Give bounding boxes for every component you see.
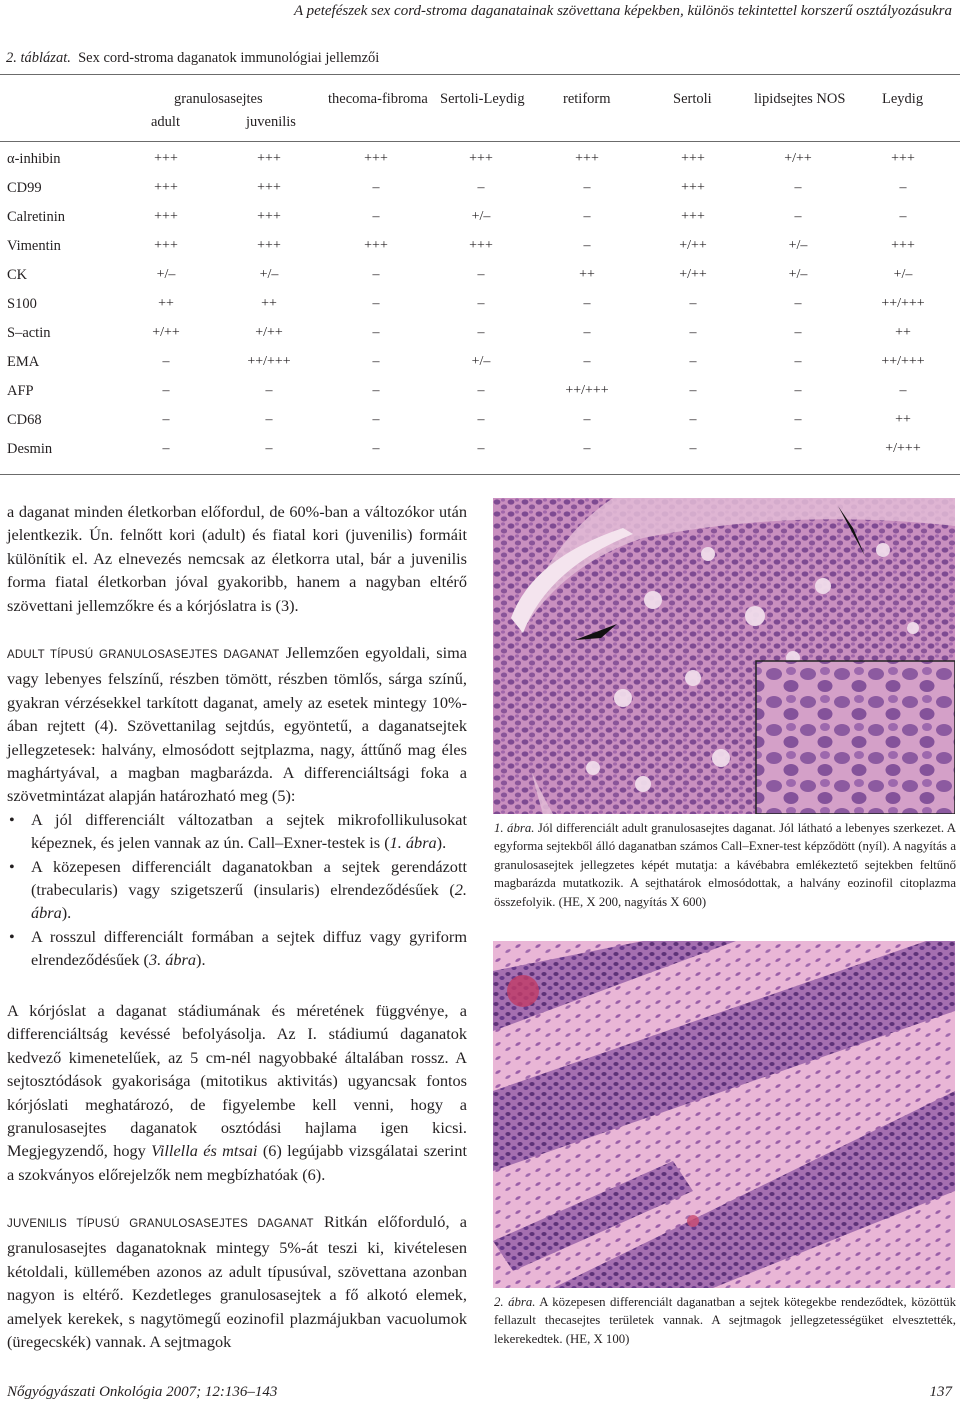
table-cell: +/– <box>259 267 279 282</box>
table-cell: – <box>162 383 170 398</box>
table-cell: – <box>265 441 273 456</box>
table-cell: +++ <box>257 238 281 253</box>
table-cell: +++ <box>154 180 178 195</box>
table-cell: +++ <box>364 238 388 253</box>
table-cell: +++ <box>891 151 915 166</box>
figure1-micrograph <box>493 498 955 814</box>
table-cell: – <box>689 354 697 369</box>
table-cell: – <box>689 296 697 311</box>
table-cell: – <box>162 412 170 427</box>
table-cell: – <box>265 412 273 427</box>
table-cell: +++ <box>469 238 493 253</box>
table-cell: – <box>689 412 697 427</box>
table-caption <box>6 50 379 67</box>
table-cell: – <box>372 383 380 398</box>
table-cell: – <box>583 209 591 224</box>
row-label: CD68 <box>7 412 42 428</box>
table-cell: +++ <box>681 209 705 224</box>
table-cell: – <box>162 354 170 369</box>
figure2-caption <box>494 1293 956 1348</box>
table-cell: – <box>265 383 273 398</box>
juvenile-section <box>7 1210 467 1353</box>
table-cell: +++ <box>257 151 281 166</box>
prognosis-authors: Villella és mtsai <box>151 1141 258 1161</box>
prognosis-paragraph <box>7 999 467 1186</box>
table-cell: +++ <box>575 151 599 166</box>
list-item-end: ). <box>61 903 72 923</box>
table-cell: – <box>477 441 485 456</box>
table-cell: +/– <box>471 354 491 369</box>
table-cell: +/– <box>788 238 808 253</box>
table-cell: – <box>372 354 380 369</box>
table-cell: +/+++ <box>885 441 921 456</box>
table-cell: +/++ <box>679 267 707 282</box>
juvenile-text: Ritkán előforduló, a granulosasejtes daganatoknak mintegy 5%-át teszi ki, kivételesen kétoldali, küllemében azonos az adult típusúval, szövettana azonban nagyon is eltérő. Kezdetleges granulosasejtek a fő alkotó elemek, amelyek kerekek, s nagytömegű eozinofil plazmájukban vacuolumok (üregecskék) vannak. A sejtmagok <box>7 1212 467 1352</box>
list-item <box>7 855 467 925</box>
table-number: 2. táblázat. <box>6 50 71 66</box>
table-cell: – <box>689 383 697 398</box>
table-cell: +++ <box>154 209 178 224</box>
juvenile-heading: JUVENILIS TÍPUSÚ GRANULOSASEJTES DAGANAT <box>7 1218 314 1230</box>
table-cell: – <box>794 325 802 340</box>
table-bottom-rule <box>0 474 960 475</box>
differentiation-list <box>7 808 467 972</box>
figure2-image <box>493 941 955 1288</box>
list-item-text: A közepesen differenciált daganatokban a sejtek gerendázott (trabecularis) vagy szigetszerű (insularis) elrendeződésűek ( <box>31 856 467 900</box>
table-cell: +/++ <box>152 325 180 340</box>
table-cell: – <box>477 412 485 427</box>
header-retiform: retiform <box>563 91 611 107</box>
table-cell: – <box>794 209 802 224</box>
header-leydig: Leydig <box>882 91 924 107</box>
figure2-text: A közepesen differenciált daganatban a sejtek kötegekbe rendeződtek, közöttük fellazult thecasejtes területek vannak. A sejtmagok jellegzetességüket elvesztették, lekerekedtek. (HE, X 100) <box>494 1295 957 1346</box>
running-head: A petefészek sex cord-stroma daganatainak szövettana képekben, különös tekintettel korszerű osztályozásukra <box>293 3 952 19</box>
table-cell: – <box>583 354 591 369</box>
adult-paragraph <box>7 641 467 808</box>
table-cell: – <box>583 238 591 253</box>
adult-heading: ADULT TÍPUSÚ GRANULOSASEJTES DAGANAT <box>7 649 280 661</box>
list-item-end: ). <box>436 833 447 853</box>
table-cell: ++/+++ <box>247 354 291 369</box>
figure-ref: 2. ábra <box>31 880 467 923</box>
table-cell: +++ <box>681 180 705 195</box>
row-label: EMA <box>7 354 40 370</box>
table-cell: – <box>372 296 380 311</box>
table-cell: – <box>689 441 697 456</box>
table-cell: ++ <box>579 267 595 282</box>
row-label: S–actin <box>7 325 51 341</box>
table-cell: ++/+++ <box>565 383 609 398</box>
table-cell: +++ <box>154 151 178 166</box>
table-cell: ++ <box>895 325 911 340</box>
list-item <box>7 925 467 972</box>
table-cell: +/++ <box>255 325 283 340</box>
row-label: Desmin <box>7 441 53 457</box>
table-title: Sex cord-stroma daganatok immunológiai jellemzői <box>78 50 380 66</box>
table-cell: +++ <box>154 238 178 253</box>
table-cell: – <box>794 441 802 456</box>
figure2-label: 2. ábra. <box>494 1295 536 1309</box>
table-cell: – <box>477 325 485 340</box>
intro-paragraph: a daganat minden életkorban előfordul, de 60%-ban a változókor után jelentkezik. Ún. felnőtt kori (adult) és fiatal kori (juvenilis) formáit különítik el. Az elnevezés nemcsak az életkorra utal, bár a juvenilis forma fiatal életkorban jóval gyakoribb, hanem a nagyban eltérő szövettani jellemzőkre és a kórjóslatra is (3). <box>7 502 467 615</box>
table-cell: – <box>372 325 380 340</box>
journal-citation: Nőgyógyászati Onkológia 2007; 12:136–143 <box>7 1384 278 1400</box>
table-header-rule <box>0 141 960 142</box>
list-item-text: A jól differenciált változatban a sejtek mikrofollikulusokat képeznek, és jelen vannak az ún. Call–Exner-testek is ( <box>31 809 467 853</box>
subheader-adult: adult <box>151 114 180 130</box>
table-cell: – <box>372 267 380 282</box>
table-cell: +++ <box>257 209 281 224</box>
table-cell: +/– <box>893 267 913 282</box>
table-cell: – <box>477 180 485 195</box>
table-cell: – <box>583 441 591 456</box>
table-cell: – <box>162 441 170 456</box>
table-cell: ++/+++ <box>881 354 925 369</box>
table-cell: – <box>372 209 380 224</box>
table-cell: +++ <box>364 151 388 166</box>
table-cell: ++ <box>158 296 174 311</box>
row-label: CK <box>7 267 28 283</box>
row-label: S100 <box>7 296 37 312</box>
table-cell: – <box>583 180 591 195</box>
table-cell: – <box>477 383 485 398</box>
figure1-caption <box>494 819 956 911</box>
table-cell: – <box>372 412 380 427</box>
figure-ref: 1. ábra <box>389 833 437 853</box>
header-thecoma: thecoma-fibroma <box>328 91 428 107</box>
prognosis-text: A kórjóslat a daganat stádiumának és méretének függvénye, a differenciáltság kevéssé befolyásolja. Az I. stádiumú daganatok kedvező kimenetelűek, az 5 cm-nél nagyobbaké általában rossz. A sejtosztódások gyakorisága (mitotikus aktivitás) ugyancsak fontos kórjóslati meghatározó, de figyelembe kell venni, hogy a granulosasejtes daganatok osztódási hajlama igen kicsi. Megjegyzendő, hogy <box>7 1001 467 1161</box>
table-cell: +++ <box>257 180 281 195</box>
table-top-rule <box>0 74 960 75</box>
list-item-text: A rosszul differenciált formában a sejtek diffuz vagy gyriform elrendeződésűek ( <box>31 926 467 970</box>
figure2-micrograph <box>493 941 955 1288</box>
list-item <box>7 808 467 855</box>
figure1-image <box>493 498 955 814</box>
adult-section <box>7 641 467 972</box>
figure1-label: 1. ábra. <box>494 821 535 835</box>
table-cell: +/– <box>471 209 491 224</box>
table-cell: – <box>794 296 802 311</box>
header-granulosa: granulosasejtes <box>174 91 263 107</box>
table-cell: – <box>372 180 380 195</box>
table-cell: – <box>477 267 485 282</box>
table-cell: ++ <box>895 412 911 427</box>
table-cell: +/– <box>156 267 176 282</box>
adult-text: Jellemzően egyoldali, sima vagy lebenyes felszínű, részben tömött, részben tömlős, sárga színű, gyakran vérzésekkel tarkított daganat, amely az esetek mintegy 10%-ában rejtett (4). Szövettanilag sejtdús, egyöntetű, a daganatsejtek jellegzetesek: halvány, elmosódott sejtplazma, nagy, áttűnő mag éles maghártyával, a magban magbarázda. A differenciáltsági foka a szövetmintázat alapján határozható meg (5): <box>7 643 467 806</box>
table-cell: – <box>899 209 907 224</box>
table-cell: – <box>899 383 907 398</box>
row-label: AFP <box>7 383 34 399</box>
header-sertoli-leydig: Sertoli-Leydig <box>440 91 525 107</box>
prognosis-end: (6) legújabb vizsgálatai szerint a szokványos előrejelzők nem megbízhatóak (6). <box>7 1141 467 1184</box>
table-cell: – <box>794 383 802 398</box>
page-number: 137 <box>929 1384 952 1400</box>
row-label: α-inhibin <box>7 151 61 167</box>
table-cell: – <box>794 354 802 369</box>
table-cell: – <box>583 412 591 427</box>
subheader-juvenile: juvenilis <box>246 114 296 130</box>
figure1-text: Jól differenciált adult granulosasejtes daganat. Jól látható a lebenyes szerkezet. A egyforma sejtekből álló daganatban számos Call–Exner-test képződött (nyíl). A nagyítás a granulosasejtek jellegzetes képét mutatja: a kávébabra emlékeztető sejtekben feltűnő magbarázda mutatkozik. A sejthatárok elmosódottak, a halvány eozinofil citoplazma összefolyik. (HE, X 200, nagyítás X 600) <box>494 821 957 909</box>
table-cell: +++ <box>681 151 705 166</box>
table-cell: – <box>372 441 380 456</box>
table-cell: – <box>794 180 802 195</box>
table-cell: +/++ <box>784 151 812 166</box>
table-cell: – <box>583 296 591 311</box>
table-cell: +++ <box>469 151 493 166</box>
list-item-end: ). <box>196 950 206 970</box>
table-cell: – <box>477 296 485 311</box>
table-cell: – <box>689 325 697 340</box>
figure-ref: 3. ábra <box>148 950 197 970</box>
table-cell: – <box>794 412 802 427</box>
table-cell: – <box>583 325 591 340</box>
table-cell: ++ <box>261 296 277 311</box>
table-cell: +++ <box>891 238 915 253</box>
table-cell: +/– <box>788 267 808 282</box>
header-lipid: lipidsejtes NOS <box>754 91 846 107</box>
row-label: Vimentin <box>7 238 61 254</box>
row-label: Calretinin <box>7 209 65 225</box>
header-sertoli: Sertoli <box>673 91 712 107</box>
table-cell: – <box>899 180 907 195</box>
table-cell: +/++ <box>679 238 707 253</box>
row-label: CD99 <box>7 180 42 196</box>
table-cell: ++/+++ <box>881 296 925 311</box>
